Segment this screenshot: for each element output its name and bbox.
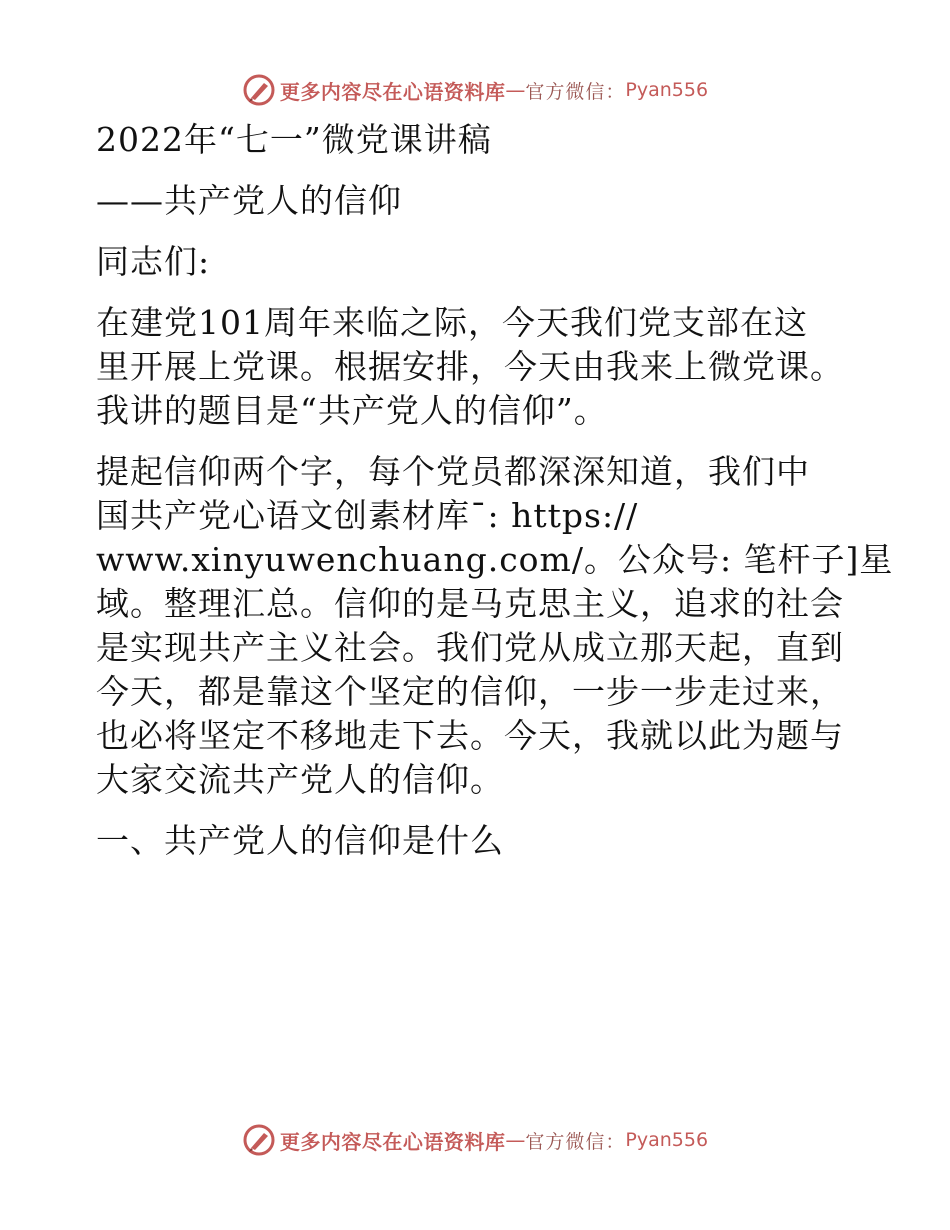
paragraph-line: 国共产党心语文创素材库¯: https:// bbox=[96, 496, 639, 535]
paragraph-1 bbox=[96, 301, 856, 433]
section-heading: 一、共产党人的信仰是什么 bbox=[96, 821, 504, 860]
paragraph-line: 里开展上党课。根据安排，今天由我来上微党课。 bbox=[96, 347, 844, 386]
watermark-text: 更多内容尽在心语资料库 bbox=[279, 1129, 506, 1154]
doc-subtitle: ——共产党人的信仰 bbox=[96, 181, 402, 220]
paragraph-line: 我讲的题目是“共产党人的信仰”。 bbox=[96, 391, 608, 430]
header-watermark bbox=[0, 70, 950, 110]
doc-title: 2022年“七一”微党课讲稿 bbox=[96, 120, 492, 159]
paragraph-line: 也必将坚定不移地走下去。今天，我就以此为题与 bbox=[96, 716, 844, 755]
footer-watermark bbox=[0, 1120, 950, 1160]
pen-logo-icon bbox=[242, 73, 276, 107]
watermark-dash: — bbox=[505, 78, 526, 102]
watermark-dash: — bbox=[505, 1128, 526, 1152]
watermark-label: 官方微信： bbox=[525, 80, 626, 103]
watermark-text: 更多内容尽在心语资料库 bbox=[279, 79, 506, 104]
paragraph-line: 今天，都是靠这个坚定的信仰，一步一步走过来， bbox=[96, 672, 844, 711]
paragraph-line: 是实现共产主义社会。我们党从成立那天起，直到 bbox=[96, 628, 844, 667]
paragraph-2 bbox=[96, 450, 894, 802]
paragraph-line: 提起信仰两个字，每个党员都深深知道，我们中 bbox=[96, 452, 810, 491]
paragraph-line: 在建党101周年来临之际，今天我们党支部在这 bbox=[96, 303, 808, 342]
watermark-label: 官方微信： bbox=[525, 1130, 626, 1153]
document-body bbox=[96, 118, 894, 863]
watermark-id: Pyan556 bbox=[625, 1129, 709, 1151]
greeting: 同志们: bbox=[96, 242, 211, 281]
paragraph-line: 大家交流共产党人的信仰。 bbox=[96, 760, 504, 799]
watermark-id: Pyan556 bbox=[625, 79, 709, 101]
paragraph-line: www.xinyuwenchuang.com/。公众号: 笔杆子]星 bbox=[96, 540, 894, 579]
pen-logo-icon bbox=[242, 1123, 276, 1157]
paragraph-line: 域。整理汇总。信仰的是马克思主义，追求的社会 bbox=[96, 584, 844, 623]
